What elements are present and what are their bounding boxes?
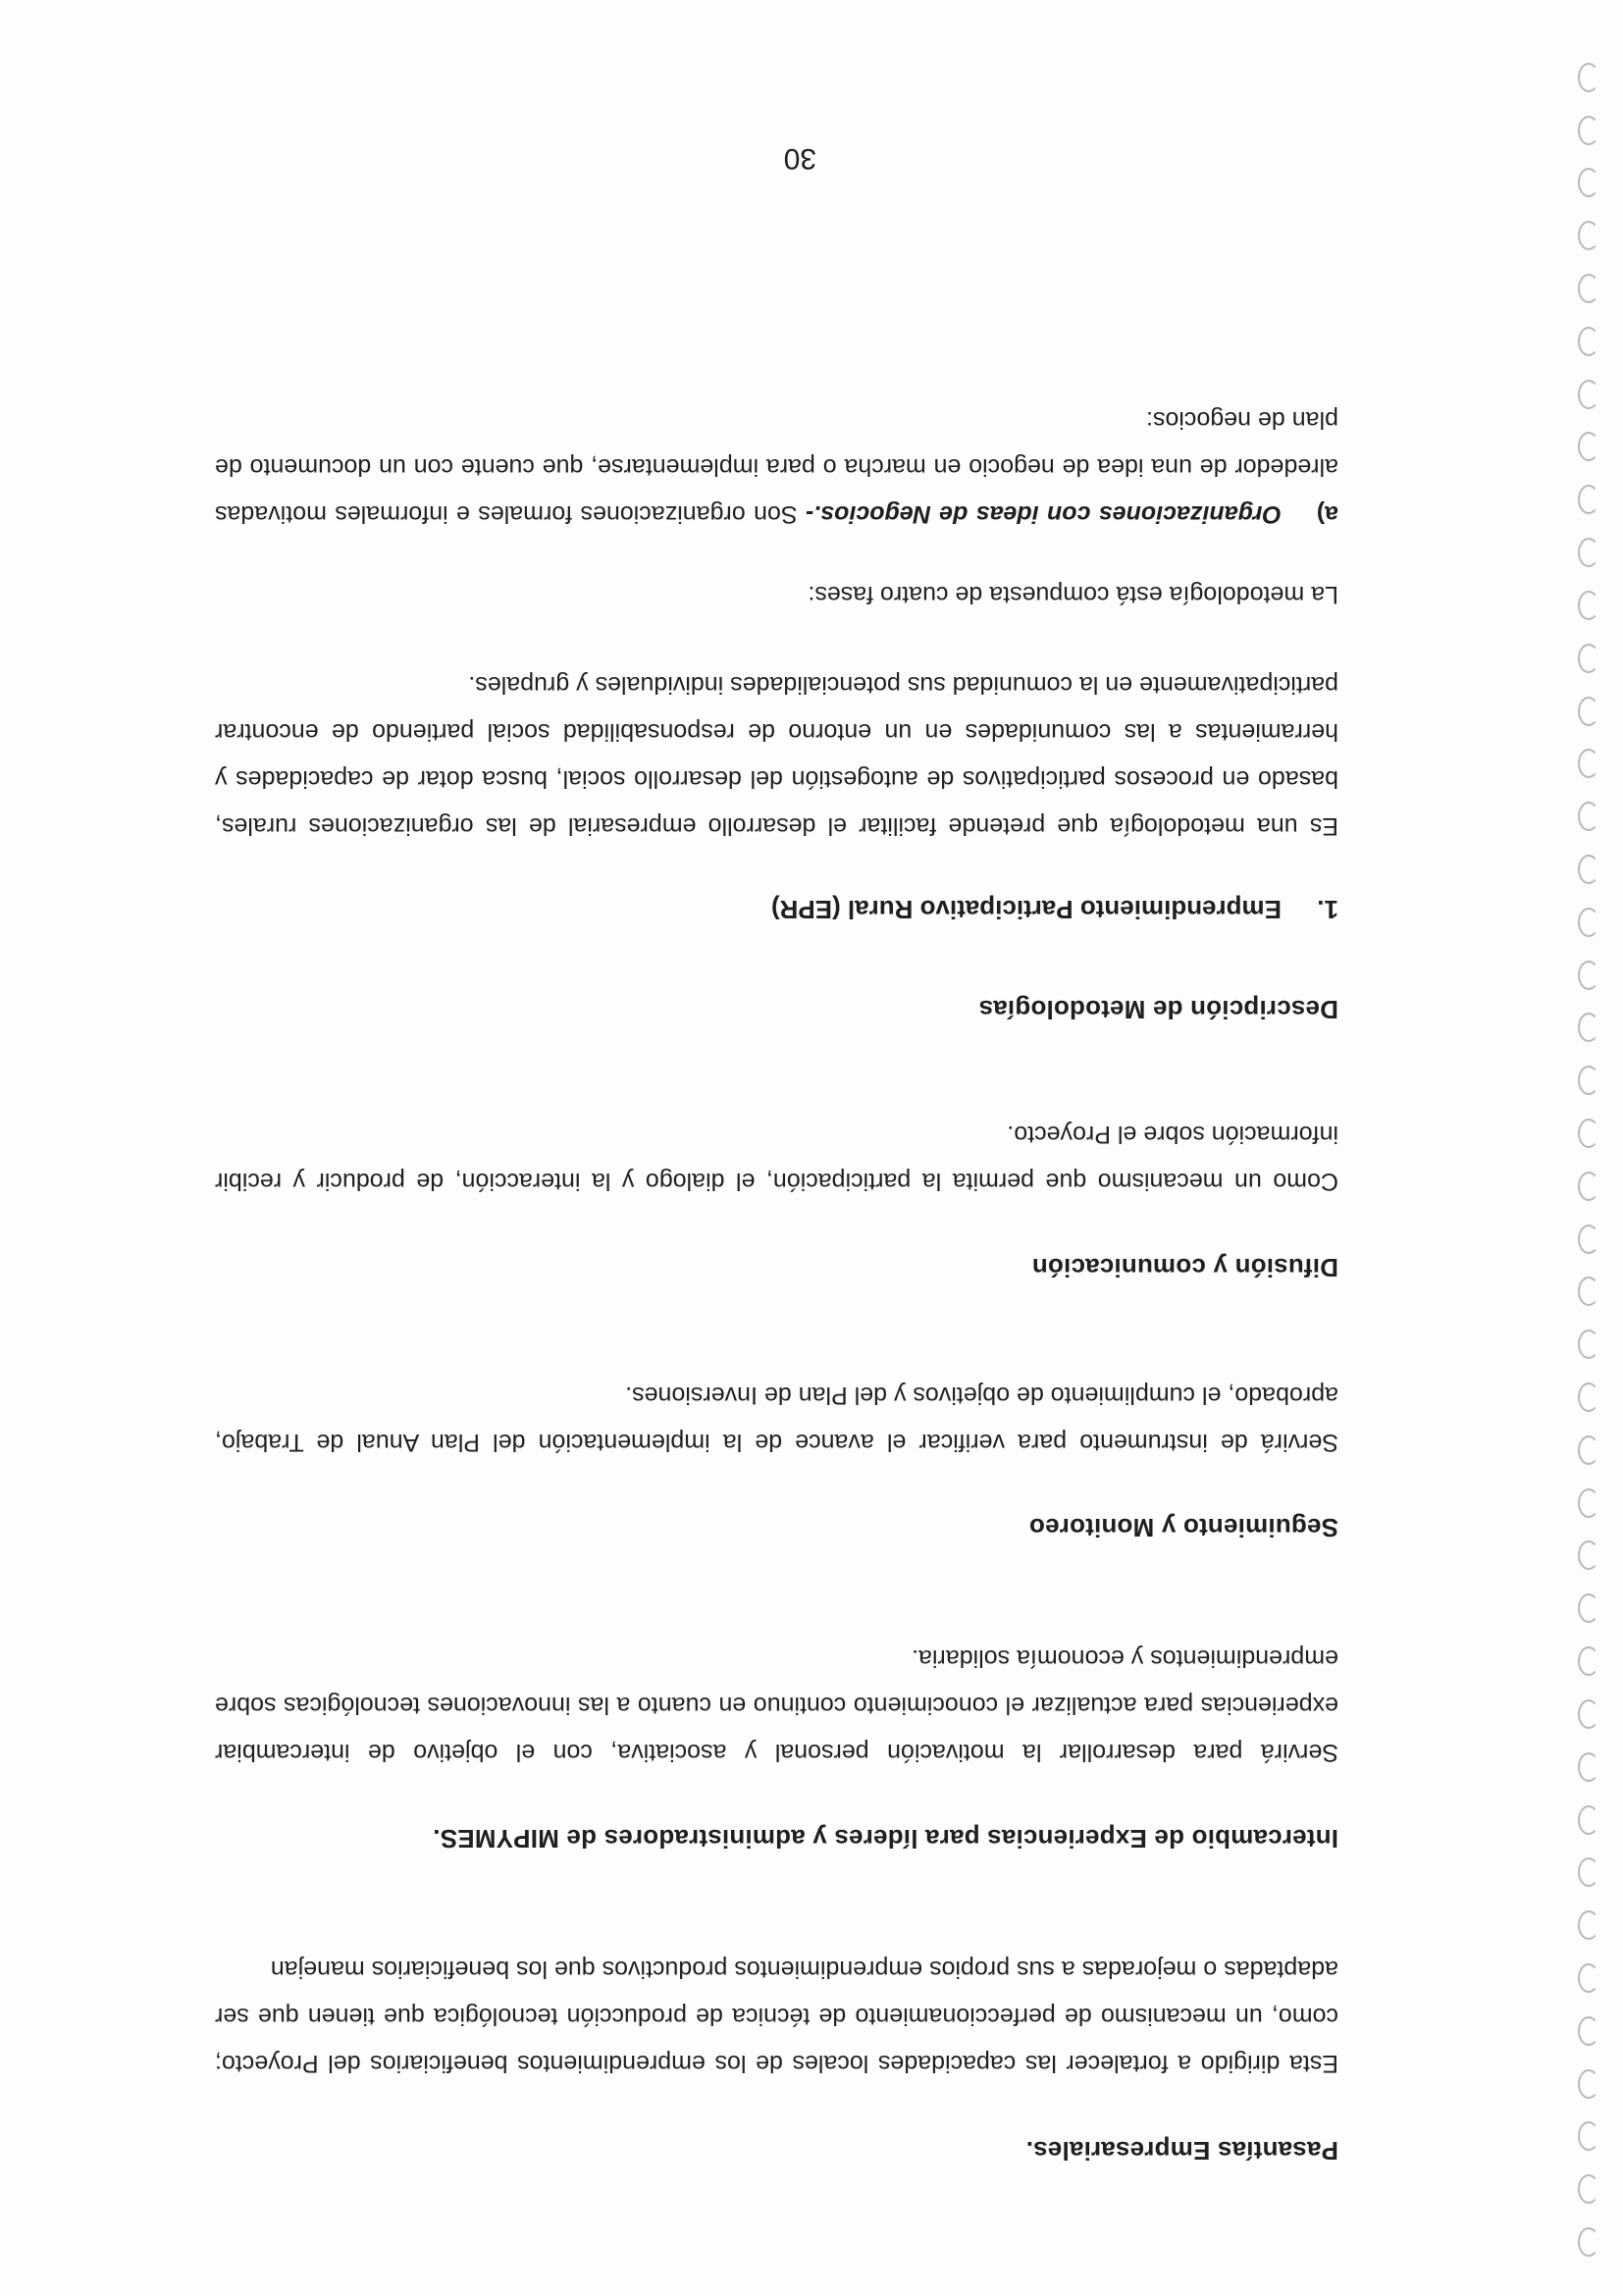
binding-hole xyxy=(1578,2227,1599,2257)
binding-hole xyxy=(1578,380,1599,409)
binding-hole xyxy=(1578,274,1599,303)
binding-hole xyxy=(1578,1435,1599,1465)
page-number: 30 xyxy=(783,142,816,175)
binding-hole xyxy=(1578,116,1599,145)
binding-hole xyxy=(1578,2069,1599,2099)
paragraph-intercambio: Servirá para desarrollar la motivación personal y asociativa, con el objetivo de intercambiar experiencias para actualizar el conocimiento continuo en cuanto a las innovaciones tecnológicas sobre emprendimientos y economía solidaria. xyxy=(215,1644,1338,1766)
paragraph-difusion: Como un mecanismo que permita la participación, el dialogo y la interacción, de producir y recibir información sobre el Proyecto. xyxy=(215,1121,1338,1195)
binding-hole xyxy=(1578,1910,1599,1940)
binding-hole xyxy=(1578,697,1599,726)
binding-hole xyxy=(1578,1752,1599,1782)
binding-hole xyxy=(1578,1699,1599,1729)
paragraph-seguimiento: Servirá de instrumento para verificar el avance de la implementación del Plan Anual de Trabajo, aprobado, el cumplimiento de objetivos y del Plan de Inversiones. xyxy=(215,1382,1338,1456)
binding-hole xyxy=(1578,908,1599,937)
binding-hole xyxy=(1578,1277,1599,1306)
binding-hole xyxy=(1578,1330,1599,1359)
binding-hole xyxy=(1578,1540,1599,1570)
epr-title: Emprendimiento Participativo Rural (EPR) xyxy=(770,895,1282,924)
heading-descripcion-metodologias: Descripción de Metodologías xyxy=(978,995,1338,1024)
term-organizaciones: Organizaciones con ideas de Negocios.- xyxy=(805,500,1282,528)
binding-hole xyxy=(1578,855,1599,884)
binding-hole xyxy=(1578,1013,1599,1042)
paragraph-fases: La metodología está compuesta de cuatro fases: xyxy=(808,581,1338,608)
item-a-body: Son organizaciones formales e informales motivadas alrededor de una idea de negocio en marcha o para implementarse, que cuente con un documento de plan de negocios: xyxy=(214,406,1338,528)
paragraph-pasantias: Esta dirigido a fortalecer las capacidades locales de los emprendimientos beneficiarios del Proyecto; como, un mecanismo de perfeccionamiento de técnica de producción tecnológica que tienen que ser adaptadas o mejoradas a sus propios emprendimientos productivos que los beneficiarios manejan xyxy=(215,1956,1338,2077)
epr-number: 1. xyxy=(1317,895,1338,924)
binding-hole xyxy=(1578,644,1599,673)
spiral-binding xyxy=(1566,29,1605,2257)
list-marker-a: a) xyxy=(1316,500,1338,528)
binding-hole xyxy=(1578,221,1599,250)
binding-hole xyxy=(1578,485,1599,514)
binding-hole xyxy=(1578,1225,1599,1254)
binding-hole xyxy=(1578,1172,1599,1201)
binding-hole xyxy=(1578,327,1599,356)
paragraph-epr: Es una metodología que pretende facilitar el desarrollo empresarial de las organizaciones rurales, basado en procesos participativos de autogestión del desarrollo social, busca dotar de capacidades y herramientas a las comunidades en un entorno de responsabilidad social partiendo de encontrar participativamente en la comunidad sus potencialidades individuales y grupales. xyxy=(215,671,1338,840)
binding-hole xyxy=(1578,1805,1599,1835)
list-item-a xyxy=(215,396,1338,538)
binding-hole xyxy=(1578,1593,1599,1623)
binding-hole xyxy=(1578,591,1599,620)
heading-epr xyxy=(771,894,1338,924)
heading-pasantias: Pasantías Empresariales. xyxy=(1025,2136,1338,2166)
binding-hole xyxy=(1578,168,1599,197)
binding-hole xyxy=(1578,1383,1599,1412)
binding-hole xyxy=(1578,1066,1599,1095)
binding-hole xyxy=(1578,1646,1599,1676)
binding-hole xyxy=(1578,2174,1599,2204)
binding-hole xyxy=(1578,1857,1599,1887)
heading-difusion: Difusión y comunicación xyxy=(1031,1253,1338,1282)
binding-hole xyxy=(1578,2121,1599,2151)
binding-hole xyxy=(1578,2016,1599,2046)
binding-hole xyxy=(1578,1119,1599,1148)
binding-hole xyxy=(1578,961,1599,990)
binding-hole xyxy=(1578,802,1599,831)
binding-hole xyxy=(1578,749,1599,778)
binding-hole xyxy=(1578,538,1599,567)
binding-hole xyxy=(1578,1488,1599,1518)
binding-hole xyxy=(1578,1963,1599,1993)
binding-hole xyxy=(1578,63,1599,92)
heading-seguimiento: Seguimiento y Monitoreo xyxy=(1028,1513,1338,1542)
heading-intercambio: Intercambio de Experiencias para líderes y administradores de MIPYMES. xyxy=(433,1824,1338,1853)
binding-hole xyxy=(1578,432,1599,461)
